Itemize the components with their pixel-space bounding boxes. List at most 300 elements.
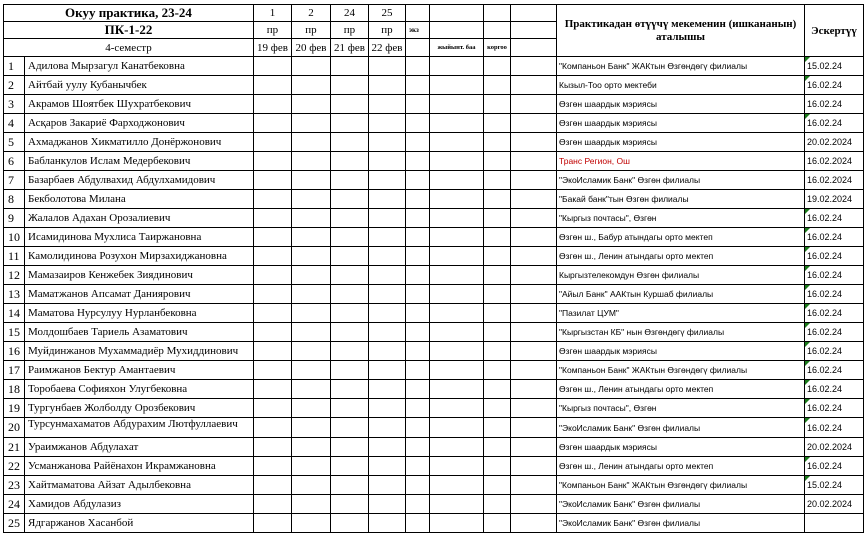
day-type-cell[interactable]: пр — [292, 22, 331, 39]
student-name-cell[interactable]: Бекболотова Милана — [25, 190, 254, 209]
grade-cell[interactable] — [369, 266, 406, 285]
grade-cell[interactable] — [406, 457, 430, 476]
grade-cell[interactable] — [406, 57, 430, 76]
practice-place-cell[interactable]: "Компаньон Банк" ЖАКтын Өзгөндөгү филиалы — [557, 361, 805, 380]
row-number-cell[interactable]: 7 — [4, 171, 25, 190]
student-name-cell[interactable]: Бабланкулов Ислам Медербекович — [25, 152, 254, 171]
practice-place-cell[interactable]: "ЭкоИсламик Банк" Өзгөн филиалы — [557, 514, 805, 533]
student-name-cell[interactable]: Базарбаев Абдулвахид Абдулхамидович — [25, 171, 254, 190]
empty-cell[interactable] — [430, 22, 484, 39]
student-name-cell[interactable]: Маматжанов Апсамат Даниярович — [25, 285, 254, 304]
practice-place-cell[interactable]: "Кыргыз почтасы", Өзгөн — [557, 399, 805, 418]
grade-cell[interactable] — [331, 457, 369, 476]
grade-cell[interactable] — [331, 495, 369, 514]
grade-cell[interactable] — [406, 399, 430, 418]
grade-cell[interactable] — [331, 399, 369, 418]
grade-cell[interactable] — [406, 114, 430, 133]
row-number-cell[interactable]: 19 — [4, 399, 25, 418]
grade-cell[interactable] — [430, 342, 484, 361]
grade-cell[interactable] — [511, 285, 557, 304]
row-number-cell[interactable]: 10 — [4, 228, 25, 247]
grade-cell[interactable] — [254, 209, 292, 228]
grade-cell[interactable] — [484, 190, 511, 209]
grade-cell[interactable] — [484, 514, 511, 533]
student-name-cell[interactable]: Маматова Нурсулуу Нурланбековна — [25, 304, 254, 323]
row-number-cell[interactable]: 25 — [4, 514, 25, 533]
grade-cell[interactable] — [292, 514, 331, 533]
grade-cell[interactable] — [511, 495, 557, 514]
grade-cell[interactable] — [430, 247, 484, 266]
grade-cell[interactable] — [511, 438, 557, 457]
row-number-cell[interactable]: 5 — [4, 133, 25, 152]
grade-cell[interactable] — [484, 438, 511, 457]
grade-cell[interactable] — [484, 418, 511, 438]
grade-cell[interactable] — [484, 152, 511, 171]
grade-cell[interactable] — [511, 114, 557, 133]
row-number-cell[interactable]: 21 — [4, 438, 25, 457]
grade-cell[interactable] — [484, 114, 511, 133]
grade-cell[interactable] — [254, 285, 292, 304]
note-date-cell[interactable]: 16.02.2024 — [805, 171, 864, 190]
practice-place-cell[interactable]: "Бакай банк"тын Өзгөн филиалы — [557, 190, 805, 209]
grade-cell[interactable] — [369, 476, 406, 495]
exam-header-cell[interactable]: экз — [406, 22, 430, 39]
grade-cell[interactable] — [511, 171, 557, 190]
practice-place-cell[interactable]: "ЭкоИсламик Банк" Өзгөн филиалы — [557, 418, 805, 438]
grade-cell[interactable] — [430, 399, 484, 418]
grade-cell[interactable] — [406, 76, 430, 95]
row-number-cell[interactable]: 12 — [4, 266, 25, 285]
grade-cell[interactable] — [254, 76, 292, 95]
row-number-cell[interactable]: 18 — [4, 380, 25, 399]
student-name-cell[interactable]: Жалалов Адахан Орозалиевич — [25, 209, 254, 228]
grade-cell[interactable] — [430, 457, 484, 476]
grade-cell[interactable] — [484, 171, 511, 190]
grade-cell[interactable] — [254, 323, 292, 342]
date-cell[interactable]: 22 фев — [369, 39, 406, 57]
grade-cell[interactable] — [430, 323, 484, 342]
student-name-cell[interactable]: Асқаров Закариё Фарходжонович — [25, 114, 254, 133]
grade-cell[interactable] — [430, 380, 484, 399]
grade-cell[interactable] — [254, 247, 292, 266]
grade-cell[interactable] — [511, 209, 557, 228]
note-date-cell[interactable]: 16.02.24 — [805, 418, 864, 438]
grade-cell[interactable] — [292, 285, 331, 304]
grade-cell[interactable] — [254, 380, 292, 399]
empty-cell[interactable] — [511, 22, 557, 39]
grade-cell[interactable] — [430, 152, 484, 171]
grade-cell[interactable] — [406, 380, 430, 399]
grade-cell[interactable] — [511, 228, 557, 247]
grade-cell[interactable] — [484, 209, 511, 228]
grade-cell[interactable] — [331, 304, 369, 323]
grade-cell[interactable] — [369, 304, 406, 323]
row-number-cell[interactable]: 14 — [4, 304, 25, 323]
grade-cell[interactable] — [406, 228, 430, 247]
grade-cell[interactable] — [484, 399, 511, 418]
note-date-cell[interactable]: 16.02.24 — [805, 95, 864, 114]
grade-cell[interactable] — [406, 95, 430, 114]
student-name-cell[interactable]: Ураимжанов Абдулахат — [25, 438, 254, 457]
student-name-cell[interactable]: Молдошбаев Тариель Азаматович — [25, 323, 254, 342]
grade-cell[interactable] — [331, 418, 369, 438]
note-date-cell[interactable]: 19.02.2024 — [805, 190, 864, 209]
grade-cell[interactable] — [369, 438, 406, 457]
row-number-cell[interactable]: 15 — [4, 323, 25, 342]
grade-cell[interactable] — [254, 171, 292, 190]
practice-place-cell[interactable]: Кызыл-Тоо орто мектеби — [557, 76, 805, 95]
day-number-cell[interactable]: 1 — [254, 5, 292, 22]
grade-cell[interactable] — [430, 57, 484, 76]
grade-cell[interactable] — [331, 133, 369, 152]
grade-cell[interactable] — [484, 380, 511, 399]
practice-place-cell[interactable]: Өзгөн шаардык мэриясы — [557, 95, 805, 114]
student-name-cell[interactable]: Муйдинжанов Мухаммадиёр Мухиддинович — [25, 342, 254, 361]
grade-cell[interactable] — [254, 438, 292, 457]
grade-cell[interactable] — [254, 152, 292, 171]
practice-place-cell[interactable]: Өзгөн ш., Ленин атындагы орто мектеп — [557, 380, 805, 399]
grade-cell[interactable] — [331, 152, 369, 171]
grade-cell[interactable] — [292, 457, 331, 476]
practice-place-cell[interactable]: Өзгөн ш., Ленин атындагы орто мектеп — [557, 457, 805, 476]
grade-cell[interactable] — [292, 76, 331, 95]
grade-cell[interactable] — [254, 361, 292, 380]
practice-place-cell[interactable]: Өзгөн ш., Ленин атындагы орто мектеп — [557, 247, 805, 266]
grade-cell[interactable] — [484, 95, 511, 114]
grade-cell[interactable] — [484, 457, 511, 476]
grade-cell[interactable] — [331, 380, 369, 399]
note-date-cell[interactable]: 16.02.24 — [805, 266, 864, 285]
student-name-cell[interactable]: Турсунмахаматов Абдурахим Лютфуллаевич — [25, 418, 254, 438]
grade-cell[interactable] — [292, 95, 331, 114]
grade-cell[interactable] — [292, 361, 331, 380]
grade-cell[interactable] — [484, 323, 511, 342]
grade-cell[interactable] — [292, 266, 331, 285]
row-number-cell[interactable]: 8 — [4, 190, 25, 209]
date-cell[interactable]: 21 фев — [331, 39, 369, 57]
student-name-cell[interactable]: Адилова Мырзагул Канатбековна — [25, 57, 254, 76]
grade-cell[interactable] — [430, 133, 484, 152]
grade-cell[interactable] — [254, 457, 292, 476]
semester-label[interactable]: 4-семестр — [4, 39, 254, 57]
grade-cell[interactable] — [484, 57, 511, 76]
grade-cell[interactable] — [484, 266, 511, 285]
note-date-cell[interactable]: 16.02.24 — [805, 304, 864, 323]
note-column-header[interactable]: Эскертүү — [805, 5, 864, 57]
grade-cell[interactable] — [406, 342, 430, 361]
grade-cell[interactable] — [331, 514, 369, 533]
grade-cell[interactable] — [331, 247, 369, 266]
practice-place-cell[interactable]: "Компаньон Банк" ЖАКтын Өзгөндөгү филиалы — [557, 476, 805, 495]
empty-cell[interactable] — [511, 39, 557, 57]
grade-cell[interactable] — [406, 133, 430, 152]
grade-cell[interactable] — [511, 266, 557, 285]
grade-cell[interactable] — [511, 476, 557, 495]
grade-cell[interactable] — [430, 361, 484, 380]
grade-cell[interactable] — [369, 190, 406, 209]
grade-cell[interactable] — [331, 114, 369, 133]
grade-cell[interactable] — [292, 57, 331, 76]
grade-cell[interactable] — [484, 476, 511, 495]
note-date-cell[interactable]: 20.02.2024 — [805, 495, 864, 514]
student-name-cell[interactable]: Хамидов Абдулазиз — [25, 495, 254, 514]
grade-cell[interactable] — [484, 342, 511, 361]
grade-cell[interactable] — [484, 304, 511, 323]
grade-cell[interactable] — [292, 209, 331, 228]
grade-cell[interactable] — [484, 495, 511, 514]
empty-cell[interactable] — [484, 5, 511, 22]
grade-cell[interactable] — [369, 152, 406, 171]
practice-place-cell[interactable]: "ЭкоИсламик Банк" Өзгөн филиалы — [557, 495, 805, 514]
day-type-cell[interactable]: пр — [369, 22, 406, 39]
grade-cell[interactable] — [292, 342, 331, 361]
grade-cell[interactable] — [331, 95, 369, 114]
grade-cell[interactable] — [430, 114, 484, 133]
grade-cell[interactable] — [369, 57, 406, 76]
grade-cell[interactable] — [254, 190, 292, 209]
grade-cell[interactable] — [254, 304, 292, 323]
date-cell[interactable]: 19 фев — [254, 39, 292, 57]
row-number-cell[interactable]: 23 — [4, 476, 25, 495]
student-name-cell[interactable]: Хайтмаматова Айзат Адылбековна — [25, 476, 254, 495]
note-date-cell[interactable]: 15.02.24 — [805, 476, 864, 495]
grade-cell[interactable] — [369, 114, 406, 133]
grade-cell[interactable] — [254, 476, 292, 495]
grade-cell[interactable] — [430, 495, 484, 514]
grade-cell[interactable] — [511, 342, 557, 361]
grade-cell[interactable] — [406, 476, 430, 495]
grade-cell[interactable] — [292, 171, 331, 190]
grade-cell[interactable] — [369, 247, 406, 266]
group-name[interactable]: ПК-1-22 — [4, 22, 254, 39]
row-number-cell[interactable]: 16 — [4, 342, 25, 361]
grade-cell[interactable] — [484, 228, 511, 247]
empty-cell[interactable] — [406, 5, 430, 22]
grade-cell[interactable] — [292, 380, 331, 399]
grade-cell[interactable] — [511, 152, 557, 171]
note-date-cell[interactable]: 16.02.24 — [805, 399, 864, 418]
student-name-cell[interactable]: Мамазаиров Кенжебек Зиядинович — [25, 266, 254, 285]
practice-place-cell[interactable]: "Кыргыз почтасы", Өзгөн — [557, 209, 805, 228]
row-number-cell[interactable]: 13 — [4, 285, 25, 304]
grade-cell[interactable] — [331, 438, 369, 457]
grade-cell[interactable] — [369, 399, 406, 418]
note-date-cell[interactable]: 16.02.24 — [805, 209, 864, 228]
grade-cell[interactable] — [511, 514, 557, 533]
grade-cell[interactable] — [254, 342, 292, 361]
grade-cell[interactable] — [369, 342, 406, 361]
grade-cell[interactable] — [369, 133, 406, 152]
grade-cell[interactable] — [511, 399, 557, 418]
grade-cell[interactable] — [406, 304, 430, 323]
grade-cell[interactable] — [511, 457, 557, 476]
row-number-cell[interactable]: 4 — [4, 114, 25, 133]
grade-cell[interactable] — [406, 495, 430, 514]
grade-cell[interactable] — [430, 171, 484, 190]
grade-cell[interactable] — [511, 133, 557, 152]
place-column-header[interactable]: Практикадан өтүүчү мекеменин (ишкананын) аталышы — [557, 5, 805, 57]
practice-place-cell[interactable]: "Айыл Банк" ААКтын Куршаб филиалы — [557, 285, 805, 304]
practice-place-cell[interactable]: "ЭкоИсламик Банк" Өзгөн филиалы — [557, 171, 805, 190]
row-number-cell[interactable]: 11 — [4, 247, 25, 266]
student-name-cell[interactable]: Исамидинова Мухлиса Таиржановна — [25, 228, 254, 247]
grade-cell[interactable] — [430, 304, 484, 323]
row-number-cell[interactable]: 3 — [4, 95, 25, 114]
grade-cell[interactable] — [484, 285, 511, 304]
note-date-cell[interactable]: 16.02.24 — [805, 247, 864, 266]
grade-cell[interactable] — [430, 209, 484, 228]
grade-cell[interactable] — [369, 285, 406, 304]
practice-place-cell[interactable]: Кыргызтелекомдун Өзгөн филиалы — [557, 266, 805, 285]
grade-cell[interactable] — [369, 495, 406, 514]
grade-cell[interactable] — [406, 247, 430, 266]
grade-cell[interactable] — [254, 266, 292, 285]
student-name-cell[interactable]: Торобаева Софияхон Улугбековна — [25, 380, 254, 399]
row-number-cell[interactable]: 9 — [4, 209, 25, 228]
grade-cell[interactable] — [484, 361, 511, 380]
note-date-cell[interactable]: 20.02.2024 — [805, 133, 864, 152]
grade-cell[interactable] — [292, 152, 331, 171]
grade-cell[interactable] — [254, 399, 292, 418]
grade-cell[interactable] — [369, 209, 406, 228]
grade-cell[interactable] — [369, 95, 406, 114]
grade-cell[interactable] — [292, 438, 331, 457]
grade-cell[interactable] — [511, 76, 557, 95]
row-number-cell[interactable]: 6 — [4, 152, 25, 171]
grade-cell[interactable] — [406, 323, 430, 342]
grade-cell[interactable] — [292, 190, 331, 209]
practice-place-cell[interactable]: "Пазилат ЦУМ" — [557, 304, 805, 323]
day-type-cell[interactable]: пр — [254, 22, 292, 39]
grade-cell[interactable] — [406, 152, 430, 171]
grade-cell[interactable] — [369, 171, 406, 190]
grade-cell[interactable] — [369, 228, 406, 247]
grade-cell[interactable] — [511, 95, 557, 114]
grade-cell[interactable] — [484, 133, 511, 152]
student-name-cell[interactable]: Раимжанов Бектур Амантаевич — [25, 361, 254, 380]
student-name-cell[interactable]: Камолидинова Розухон Мирзахиджановна — [25, 247, 254, 266]
row-number-cell[interactable]: 20 — [4, 418, 25, 438]
grade-cell[interactable] — [292, 114, 331, 133]
student-name-cell[interactable]: Акрамов Шоятбек Шухратбекович — [25, 95, 254, 114]
grade-cell[interactable] — [430, 418, 484, 438]
practice-place-cell[interactable]: Өзгөн шаардык мэриясы — [557, 114, 805, 133]
note-date-cell[interactable]: 20.02.2024 — [805, 438, 864, 457]
grade-cell[interactable] — [511, 418, 557, 438]
note-date-cell[interactable] — [805, 514, 864, 533]
grade-cell[interactable] — [511, 57, 557, 76]
grade-cell[interactable] — [254, 133, 292, 152]
note-date-cell[interactable]: 16.02.2024 — [805, 152, 864, 171]
grade-cell[interactable] — [331, 76, 369, 95]
grade-cell[interactable] — [406, 190, 430, 209]
grade-cell[interactable] — [430, 285, 484, 304]
student-name-cell[interactable]: Тургунбаев Жолболду Орозбекович — [25, 399, 254, 418]
note-date-cell[interactable]: 16.02.24 — [805, 323, 864, 342]
grade-cell[interactable] — [430, 228, 484, 247]
grade-cell[interactable] — [331, 361, 369, 380]
grade-cell[interactable] — [511, 361, 557, 380]
practice-place-cell[interactable]: "Компаньон Банк" ЖАКтын Өзгөндөгү филиалы — [557, 57, 805, 76]
grade-cell[interactable] — [254, 228, 292, 247]
grade-cell[interactable] — [254, 495, 292, 514]
practice-place-cell[interactable]: Өзгөн шаардык мэриясы — [557, 438, 805, 457]
grade-cell[interactable] — [292, 228, 331, 247]
grade-cell[interactable] — [430, 476, 484, 495]
grade-cell[interactable] — [331, 285, 369, 304]
grade-cell[interactable] — [292, 304, 331, 323]
grade-cell[interactable] — [369, 76, 406, 95]
grade-cell[interactable] — [511, 304, 557, 323]
note-date-cell[interactable]: 16.02.24 — [805, 76, 864, 95]
row-number-cell[interactable]: 2 — [4, 76, 25, 95]
note-date-cell[interactable]: 16.02.24 — [805, 285, 864, 304]
note-date-cell[interactable]: 16.02.24 — [805, 114, 864, 133]
grade-cell[interactable] — [430, 266, 484, 285]
grade-cell[interactable] — [331, 342, 369, 361]
grade-cell[interactable] — [406, 266, 430, 285]
grade-cell[interactable] — [430, 438, 484, 457]
grade-cell[interactable] — [331, 209, 369, 228]
grade-cell[interactable] — [331, 57, 369, 76]
practice-place-cell[interactable]: Өзгөн шаардык мэриясы — [557, 133, 805, 152]
grade-cell[interactable] — [430, 514, 484, 533]
grade-cell[interactable] — [331, 171, 369, 190]
grade-cell[interactable] — [331, 190, 369, 209]
grade-cell[interactable] — [369, 514, 406, 533]
grade-cell[interactable] — [292, 323, 331, 342]
grade-cell[interactable] — [292, 247, 331, 266]
grade-cell[interactable] — [406, 209, 430, 228]
grade-cell[interactable] — [254, 114, 292, 133]
row-number-cell[interactable]: 17 — [4, 361, 25, 380]
grade-cell[interactable] — [331, 476, 369, 495]
grade-cell[interactable] — [254, 514, 292, 533]
note-date-cell[interactable]: 16.02.24 — [805, 342, 864, 361]
student-name-cell[interactable]: Айтбай уулу Кубанычбек — [25, 76, 254, 95]
grade-cell[interactable] — [369, 323, 406, 342]
grade-cell[interactable] — [430, 76, 484, 95]
date-cell[interactable]: 20 фев — [292, 39, 331, 57]
grade-cell[interactable] — [406, 418, 430, 438]
grade-cell[interactable] — [369, 418, 406, 438]
row-number-cell[interactable]: 1 — [4, 57, 25, 76]
grade-cell[interactable] — [406, 361, 430, 380]
student-name-cell[interactable]: Ахмаджанов Хикматилло Донёржонович — [25, 133, 254, 152]
empty-cell[interactable] — [406, 39, 430, 57]
grade-cell[interactable] — [406, 438, 430, 457]
grade-cell[interactable] — [406, 514, 430, 533]
empty-cell[interactable] — [484, 22, 511, 39]
grade-cell[interactable] — [254, 95, 292, 114]
grade-cell[interactable] — [406, 285, 430, 304]
grade-cell[interactable] — [254, 57, 292, 76]
grade-cell[interactable] — [292, 495, 331, 514]
empty-cell[interactable] — [511, 5, 557, 22]
row-number-cell[interactable]: 22 — [4, 457, 25, 476]
empty-cell[interactable] — [430, 5, 484, 22]
day-number-cell[interactable]: 25 — [369, 5, 406, 22]
grade-cell[interactable] — [292, 399, 331, 418]
grade-cell[interactable] — [511, 380, 557, 399]
grade-cell[interactable] — [406, 171, 430, 190]
student-name-cell[interactable]: Ядгаржанов Хасанбой — [25, 514, 254, 533]
grade-cell[interactable] — [430, 190, 484, 209]
day-type-cell[interactable]: пр — [331, 22, 369, 39]
practice-place-cell[interactable]: Өзгөн ш., Бабур атындагы орто мектеп — [557, 228, 805, 247]
student-name-cell[interactable]: Усманжанова Райёнахон Икрамжановна — [25, 457, 254, 476]
practice-place-cell[interactable]: "Кыргызстан КБ" нын Өзгөндөгү филиалы — [557, 323, 805, 342]
